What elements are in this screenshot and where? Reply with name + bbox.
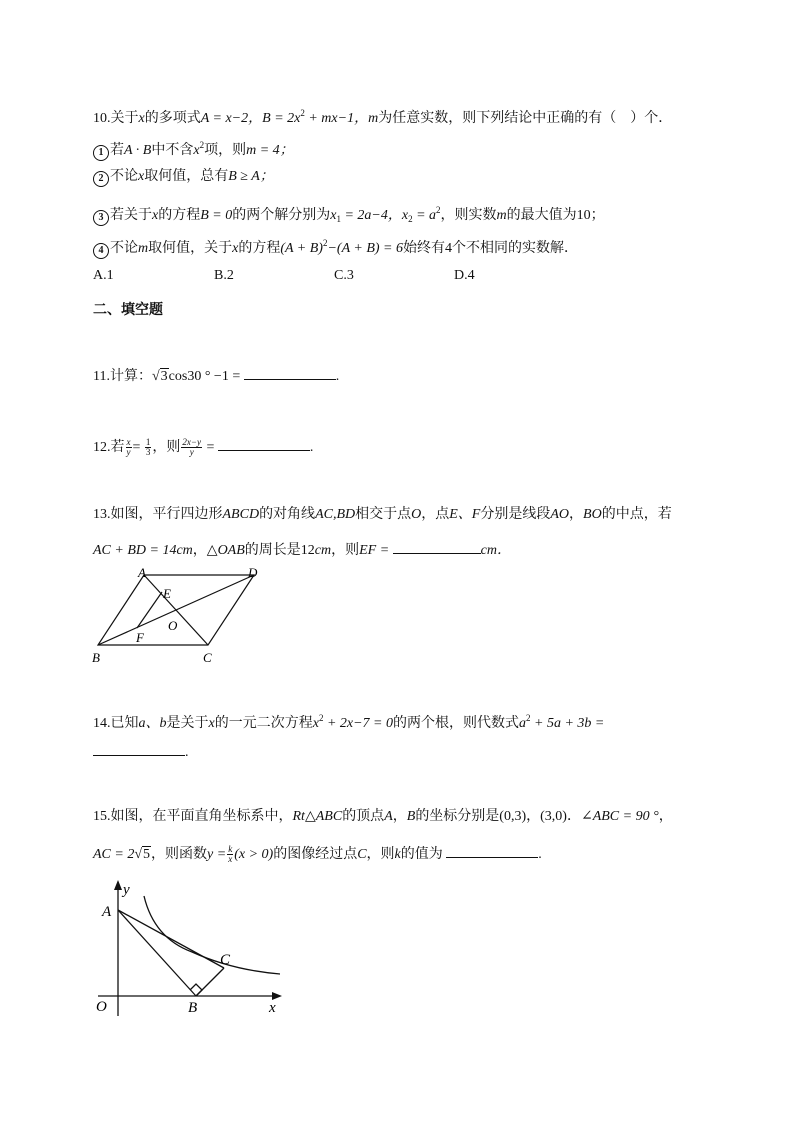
text: ，则实数 [440,208,497,223]
text: ，则函数 [151,847,208,862]
expr: B = 0 [200,208,233,223]
answer-blank[interactable] [393,539,481,554]
segment-ac [118,910,224,968]
text: 的对角线 [259,507,316,522]
var: B [406,809,416,824]
expr: ，B = 2x [248,111,301,126]
text: 10.关于 [93,111,139,126]
q10-statement-4 [93,233,578,259]
text: 若 [110,143,124,158]
q10-option-d: D.4 [454,268,475,283]
exponent: 2 [318,713,324,723]
text: 的坐标分别是(0,3)，(3,0)．∠ [415,809,593,824]
text: . [538,847,542,862]
sqrt: √3 [151,369,168,384]
numerator: 1 [145,437,151,448]
var: ABCD [222,507,260,522]
var: x [401,208,409,223]
text: 的一元二次方程 [214,716,313,731]
fraction [145,438,152,457]
var: a、b [138,716,167,731]
label-f: F [136,630,144,645]
text: 的方程 [238,241,281,256]
var: AO [550,507,570,522]
text: . [185,745,189,760]
denominator: y [189,447,194,458]
var: ABC [315,809,343,824]
exponent: 2 [436,205,441,215]
radicand: 5 [143,847,151,862]
coordinate-figure [92,878,292,1018]
subscript: 2 [408,214,413,224]
expr: = a [412,208,437,223]
text: 取何值，总有 [144,169,229,184]
text: . [309,440,314,455]
text: 15.如图，在平面直角坐标系中， [93,809,293,824]
var: x [312,716,319,731]
text: ，则 [331,543,360,558]
expr: m = 4； [246,143,294,158]
expr: = 2a−4， [340,208,402,223]
expr: y = [207,847,227,862]
var: m [138,241,149,256]
q14-line-1 [93,708,604,734]
text: 为任意实数，则下列结论中正确的有（ ）个． [378,111,673,126]
text: 的两个解分别为 [232,208,331,223]
parallelogram-figure [86,565,276,670]
var: x [193,143,200,158]
expr: AC = 2 [93,847,135,862]
var: BO [583,507,602,522]
text: 分别是线段 [480,507,551,522]
q15-line-1 [93,807,673,827]
label-d: D [248,565,258,580]
text: 若关于 [110,208,152,223]
text: ，则 [366,847,395,862]
expr: B ≥ A； [228,169,274,184]
text: 不论 [110,169,138,184]
label-e: E [163,586,171,601]
text: 的中点，若 [601,507,672,522]
expr: + mx−1， [304,111,369,126]
text: ，点 [421,507,450,522]
text: 的最大值为10； [506,208,605,223]
label-x-axis: x [269,1000,276,1016]
var: E、F [449,507,481,522]
expr: AC + BD = 14cm [93,543,193,558]
q10-option-b: B.2 [214,268,234,283]
label-b: B [188,1000,198,1016]
text: 相交于点 [355,507,412,522]
var: A [384,809,393,824]
text: 的图像经过点 [273,847,358,862]
text: cos30 ° −1 = [168,369,241,384]
section-title: 二、填空题 [93,301,163,317]
sqrt: √5 [134,847,151,862]
answer-blank[interactable] [244,365,336,380]
radicand: 3 [160,369,168,384]
text: 的周长是12 [244,543,315,558]
expr: A · B [124,143,152,158]
unit: cm． [480,543,511,558]
denominator: x [228,854,233,865]
var: AC,BD [315,507,356,522]
text: 不论 [110,241,138,256]
text: 11.计算： [93,369,152,384]
label-o: O [168,618,178,633]
q10-statement-2 [93,167,274,187]
var: m [496,208,507,223]
denominator: y [126,447,131,458]
text: 是关于 [166,716,209,731]
numerator: k [228,844,233,855]
q10-option-c: C.3 [334,268,354,283]
text: 始终有4个不相同的实数解． [403,241,578,256]
text: 的多项式 [144,111,201,126]
right-angle-mark [190,984,202,996]
text: ，△ [192,543,218,558]
q14-line-2 [93,741,189,763]
label-c: C [203,650,212,665]
numerator: x [126,437,131,448]
text: 的顶点 [342,809,385,824]
text: 项，则 [204,143,247,158]
q10-statement-3 [93,200,605,229]
label-y-axis: y [123,882,130,898]
text: 取何值，关于 [148,241,233,256]
q13-line-2 [93,539,511,561]
var: x [152,208,159,223]
expr: + 2x−7 = 0 [323,716,393,731]
segment-ab [118,910,196,996]
label-o: O [96,999,107,1015]
q10-option-a: A.1 [93,268,114,283]
fraction [181,438,202,457]
exponent: 2 [526,713,531,723]
var: x [138,111,145,126]
label-c: C [220,952,231,968]
segment-ef [137,592,162,628]
var: x [138,169,145,184]
answer-blank[interactable] [446,843,538,858]
text: △ [304,809,316,824]
text: 的方程 [158,208,201,223]
text: 12.若 [93,440,125,455]
expr: A = x−2 [200,111,249,126]
label-a: A [102,904,112,920]
label-a: A [138,565,146,580]
var: OAB [217,543,245,558]
x-axis-arrow [272,992,282,1000]
answer-blank[interactable] [218,436,310,451]
subscript: 1 [336,214,341,224]
text: 的两个根，则代数式 [393,716,519,731]
q12: 12.若 $\frac{x}{y}$ = $\frac{1}{3}$ ，则 $\frac{2x-y}{y}$ = . [93,437,314,458]
var: x [330,208,337,223]
text: ， [392,809,407,824]
y-axis-arrow [114,880,122,890]
text: 13.如图，平行四边形 [93,507,223,522]
expr: EF = [359,543,390,558]
expr: −(A + B) = 6 [327,241,403,256]
exponent: 2 [300,108,305,118]
answer-blank[interactable] [93,741,185,756]
text: 中不含 [151,143,194,158]
circled-number: 4 [93,243,109,259]
var: O [411,507,422,522]
q15-line-2 [93,843,542,865]
circled-number: 2 [93,171,109,187]
label-b: B [92,650,100,665]
fraction [227,845,233,864]
text: . [335,369,340,384]
expr: (x > 0) [234,847,274,862]
numerator: 2x−y [182,437,201,448]
exponent: 2 [322,238,328,248]
text: 的值为 [400,847,443,862]
unit: cm [314,543,332,558]
var: C [357,847,367,862]
exponent: 2 [199,140,205,150]
expr: + 5a + 3b = [530,716,605,731]
text: ， [658,809,673,824]
q10-statement-1 [93,135,294,161]
fraction [126,438,132,457]
expr: (A + B) [280,241,323,256]
var: x [208,716,215,731]
expr: ABC = 90 ° [592,809,659,824]
var: x [232,241,239,256]
var: a [519,716,526,731]
var: m [368,111,379,126]
text: ， [569,507,584,522]
q11 [93,365,339,387]
var: k [394,847,401,862]
var: Rt [292,809,305,824]
text: ，则 [152,440,181,455]
text: 14.已知 [93,716,139,731]
denominator: 3 [145,447,151,458]
circled-number: 1 [93,145,109,161]
q13-line-1 [93,505,672,525]
q10-stem [93,103,672,129]
circled-number: 3 [93,210,109,226]
